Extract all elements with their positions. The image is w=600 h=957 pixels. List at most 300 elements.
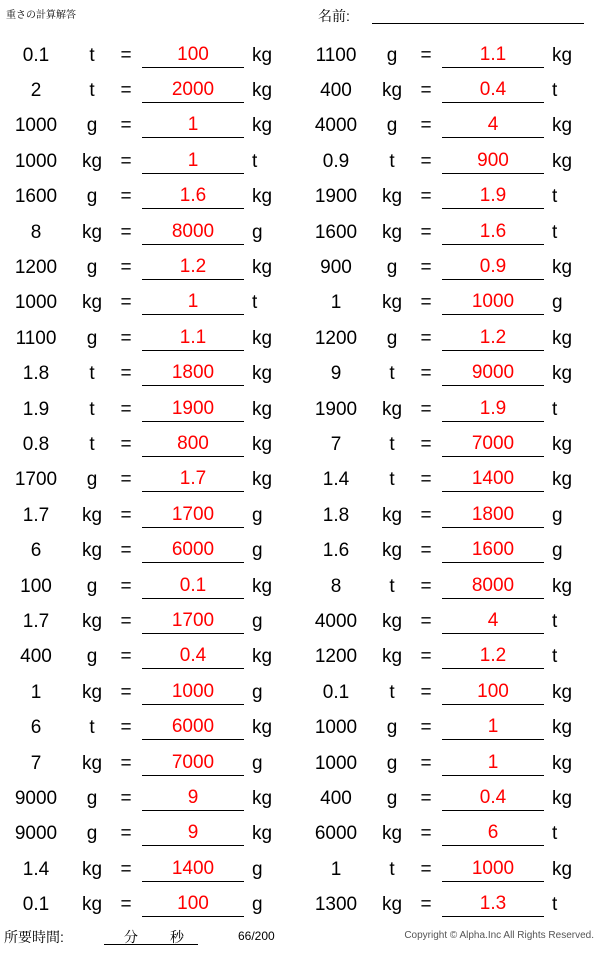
answer-field[interactable]: 1000 <box>442 858 544 882</box>
problem-row <box>300 180 600 215</box>
problem-value: 6 <box>30 717 42 739</box>
problem-value: 9000 <box>14 823 58 845</box>
answer-unit: g <box>252 540 263 562</box>
problem-row <box>300 498 600 533</box>
problem-value: 1.4 <box>322 469 350 491</box>
problem-value: 400 <box>20 646 52 668</box>
equals-sign: = <box>420 80 432 102</box>
problem-unit: g <box>386 115 398 137</box>
answer-field[interactable]: 0.4 <box>142 645 244 669</box>
problem-unit: g <box>86 787 98 809</box>
equals-sign: = <box>120 363 132 385</box>
answer-unit: kg <box>552 433 573 455</box>
problem-row <box>0 498 300 533</box>
name-write-line[interactable] <box>372 23 584 24</box>
problem-unit: kg <box>381 610 403 632</box>
equals-sign: = <box>120 257 132 279</box>
problem-value: 0.8 <box>22 433 50 455</box>
problem-value: 6 <box>30 540 42 562</box>
problem-row <box>300 569 600 604</box>
answer-unit: t <box>552 823 558 845</box>
answer-unit: kg <box>252 823 273 845</box>
equals-sign: = <box>420 681 432 703</box>
answer-field[interactable]: 100 <box>142 893 244 917</box>
answer-unit: g <box>552 504 563 526</box>
problem-unit: t <box>89 433 95 455</box>
problem-value: 4000 <box>314 610 358 632</box>
problem-unit: g <box>386 717 398 739</box>
equals-sign: = <box>420 221 432 243</box>
answer-field[interactable]: 6000 <box>142 716 244 740</box>
problem-unit: g <box>86 646 98 668</box>
equals-sign: = <box>120 717 132 739</box>
problem-row <box>300 427 600 462</box>
problem-row <box>0 604 300 639</box>
answer-unit: kg <box>552 681 573 703</box>
equals-sign: = <box>420 504 432 526</box>
answer-unit: g <box>552 540 563 562</box>
answer-unit: kg <box>552 257 573 279</box>
problem-unit: t <box>389 858 395 880</box>
problem-row <box>0 710 300 745</box>
problem-unit: t <box>389 681 395 703</box>
answer-field[interactable]: 0.9 <box>442 256 544 280</box>
problem-unit: t <box>89 44 95 66</box>
problem-unit: kg <box>81 858 103 880</box>
problem-value: 1600 <box>14 186 58 208</box>
problem-value: 1900 <box>314 186 358 208</box>
page-footer <box>0 917 600 957</box>
problem-row <box>300 640 600 675</box>
answer-field[interactable]: 1600 <box>442 539 544 563</box>
answer-unit: kg <box>552 787 573 809</box>
time-label: 所要時間: <box>4 929 64 945</box>
answer-unit: kg <box>552 44 573 66</box>
problem-row <box>300 250 600 285</box>
problem-unit: t <box>389 433 395 455</box>
problem-value: 1.7 <box>22 504 50 526</box>
problem-value: 1000 <box>314 717 358 739</box>
minutes-unit-label: 分 <box>124 929 138 945</box>
problem-row <box>0 852 300 887</box>
problem-value: 7 <box>30 752 42 774</box>
problem-column-right <box>300 38 600 923</box>
answer-field[interactable]: 7000 <box>142 752 244 776</box>
seconds-unit-label: 秒 <box>170 929 184 945</box>
problem-value: 1200 <box>314 646 358 668</box>
problem-unit: kg <box>81 610 103 632</box>
problem-value: 1600 <box>314 221 358 243</box>
answer-unit: kg <box>552 858 573 880</box>
equals-sign: = <box>120 398 132 420</box>
equals-sign: = <box>420 469 432 491</box>
answer-field[interactable]: 0.4 <box>442 787 544 811</box>
problem-value: 0.1 <box>322 681 350 703</box>
answer-unit: t <box>552 221 558 243</box>
problem-value: 1200 <box>314 327 358 349</box>
problem-row <box>300 144 600 179</box>
equals-sign: = <box>420 575 432 597</box>
answer-field[interactable]: 1700 <box>142 610 244 634</box>
answer-unit: g <box>252 894 263 916</box>
problem-value: 8 <box>30 221 42 243</box>
problem-unit: kg <box>81 221 103 243</box>
answer-field[interactable]: 1 <box>142 291 244 315</box>
problem-row <box>300 215 600 250</box>
equals-sign: = <box>120 681 132 703</box>
equals-sign: = <box>420 433 432 455</box>
problem-value: 100 <box>20 575 52 597</box>
problem-row <box>300 817 600 852</box>
equals-sign: = <box>120 44 132 66</box>
problem-row <box>300 109 600 144</box>
problem-row <box>0 533 300 568</box>
page-title: 重さの計算解答 <box>6 10 76 21</box>
answer-unit: t <box>252 292 258 314</box>
page-header <box>0 0 600 34</box>
equals-sign: = <box>120 150 132 172</box>
equals-sign: = <box>120 292 132 314</box>
answer-unit: kg <box>252 717 273 739</box>
problem-row <box>0 250 300 285</box>
answer-field[interactable]: 9000 <box>442 362 544 386</box>
answer-field[interactable]: 4 <box>442 114 544 138</box>
answer-field[interactable]: 1400 <box>442 468 544 492</box>
answer-unit: kg <box>252 363 273 385</box>
answer-unit: kg <box>552 150 573 172</box>
equals-sign: = <box>420 752 432 774</box>
answer-unit: g <box>552 292 563 314</box>
problem-row <box>0 569 300 604</box>
answer-field[interactable]: 1700 <box>142 504 244 528</box>
problem-unit: g <box>86 469 98 491</box>
equals-sign: = <box>120 646 132 668</box>
equals-sign: = <box>420 823 432 845</box>
problem-unit: g <box>86 823 98 845</box>
answer-unit: kg <box>252 186 273 208</box>
problem-row <box>0 215 300 250</box>
problem-value: 9000 <box>14 787 58 809</box>
equals-sign: = <box>420 398 432 420</box>
problem-value: 1.9 <box>22 398 50 420</box>
answer-field[interactable]: 1.6 <box>442 221 544 245</box>
problem-value: 1900 <box>314 398 358 420</box>
answer-field[interactable]: 0.1 <box>142 575 244 599</box>
name-label: 名前: <box>318 8 350 24</box>
answer-field[interactable]: 1000 <box>142 681 244 705</box>
problem-unit: kg <box>81 752 103 774</box>
problem-row <box>300 675 600 710</box>
problem-unit: kg <box>381 292 403 314</box>
equals-sign: = <box>420 115 432 137</box>
equals-sign: = <box>420 292 432 314</box>
equals-sign: = <box>420 257 432 279</box>
answer-field[interactable]: 1.6 <box>142 185 244 209</box>
answer-unit: kg <box>252 115 273 137</box>
problem-value: 400 <box>320 80 352 102</box>
problem-value: 1 <box>330 858 342 880</box>
answer-field[interactable]: 1.1 <box>442 44 544 68</box>
problem-row <box>300 392 600 427</box>
answer-unit: t <box>252 150 258 172</box>
problem-value: 0.9 <box>322 150 350 172</box>
problem-unit: kg <box>81 894 103 916</box>
problem-row <box>0 817 300 852</box>
problem-row <box>300 38 600 73</box>
answer-unit: g <box>252 752 263 774</box>
problem-unit: kg <box>381 80 403 102</box>
answer-field[interactable]: 7000 <box>442 433 544 457</box>
equals-sign: = <box>420 858 432 880</box>
answer-unit: kg <box>252 398 273 420</box>
problem-row <box>300 286 600 321</box>
problem-unit: kg <box>381 894 403 916</box>
problem-unit: g <box>86 186 98 208</box>
answer-field[interactable]: 1.9 <box>442 185 544 209</box>
problem-row <box>300 321 600 356</box>
answer-unit: t <box>552 894 558 916</box>
answer-unit: kg <box>552 363 573 385</box>
problem-value: 2 <box>30 80 42 102</box>
problem-row <box>0 463 300 498</box>
equals-sign: = <box>420 363 432 385</box>
answer-field[interactable]: 1 <box>442 752 544 776</box>
answer-field[interactable]: 1 <box>142 150 244 174</box>
problem-unit: t <box>89 398 95 420</box>
answer-field[interactable]: 1900 <box>142 398 244 422</box>
answer-unit: kg <box>552 469 573 491</box>
answer-unit: kg <box>252 44 273 66</box>
problem-value: 1700 <box>14 469 58 491</box>
answer-unit: g <box>252 681 263 703</box>
equals-sign: = <box>120 823 132 845</box>
problem-unit: kg <box>381 823 403 845</box>
answer-field[interactable]: 1 <box>442 716 544 740</box>
problem-unit: kg <box>81 540 103 562</box>
answer-unit: kg <box>552 327 573 349</box>
problem-row <box>0 781 300 816</box>
problem-value: 1.7 <box>22 610 50 632</box>
problem-unit: t <box>389 469 395 491</box>
answer-field[interactable]: 900 <box>442 150 544 174</box>
problem-value: 0.1 <box>22 44 50 66</box>
problem-row <box>0 321 300 356</box>
problem-row <box>300 746 600 781</box>
answer-field[interactable]: 1800 <box>142 362 244 386</box>
equals-sign: = <box>420 150 432 172</box>
problem-value: 1.8 <box>322 504 350 526</box>
answer-unit: t <box>552 610 558 632</box>
problem-row <box>300 604 600 639</box>
equals-sign: = <box>120 469 132 491</box>
problem-unit: kg <box>81 504 103 526</box>
answer-field[interactable]: 1000 <box>442 291 544 315</box>
problem-row <box>0 144 300 179</box>
answer-field[interactable]: 2000 <box>142 79 244 103</box>
answer-field[interactable]: 1.7 <box>142 468 244 492</box>
answer-field[interactable]: 100 <box>442 681 544 705</box>
problem-row <box>0 392 300 427</box>
equals-sign: = <box>420 646 432 668</box>
answer-unit: g <box>252 858 263 880</box>
problem-row <box>0 109 300 144</box>
problem-row <box>0 675 300 710</box>
answer-unit: t <box>552 186 558 208</box>
equals-sign: = <box>420 894 432 916</box>
problem-row <box>0 357 300 392</box>
problem-value: 1000 <box>14 115 58 137</box>
problem-unit: g <box>386 44 398 66</box>
page-number: 66/200 <box>238 929 275 943</box>
problem-value: 1100 <box>315 44 357 66</box>
answer-field[interactable]: 9 <box>142 787 244 811</box>
equals-sign: = <box>420 787 432 809</box>
equals-sign: = <box>420 327 432 349</box>
equals-sign: = <box>120 504 132 526</box>
problem-value: 1.6 <box>322 540 350 562</box>
problem-unit: g <box>386 257 398 279</box>
answer-unit: kg <box>252 327 273 349</box>
equals-sign: = <box>420 186 432 208</box>
answer-field[interactable]: 1.3 <box>442 893 544 917</box>
equals-sign: = <box>120 186 132 208</box>
answer-field[interactable]: 6000 <box>142 539 244 563</box>
answer-unit: kg <box>252 257 273 279</box>
problem-unit: t <box>389 363 395 385</box>
problem-unit: kg <box>381 504 403 526</box>
problem-unit: kg <box>381 221 403 243</box>
problem-row <box>0 427 300 462</box>
problem-unit: kg <box>81 150 103 172</box>
answer-field[interactable]: 6 <box>442 822 544 846</box>
problem-columns <box>0 38 600 923</box>
answer-unit: g <box>252 610 263 632</box>
equals-sign: = <box>120 575 132 597</box>
equals-sign: = <box>420 540 432 562</box>
answer-unit: t <box>552 646 558 668</box>
equals-sign: = <box>420 610 432 632</box>
problem-unit: kg <box>381 540 403 562</box>
problem-row <box>0 38 300 73</box>
answer-field[interactable]: 1.2 <box>442 327 544 351</box>
problem-value: 1 <box>30 681 42 703</box>
problem-value: 7 <box>330 433 342 455</box>
problem-unit: t <box>89 80 95 102</box>
answer-field[interactable]: 1800 <box>442 504 544 528</box>
problem-unit: t <box>89 717 95 739</box>
problem-unit: kg <box>381 186 403 208</box>
answer-field[interactable]: 1.2 <box>442 645 544 669</box>
equals-sign: = <box>120 80 132 102</box>
problem-value: 1000 <box>14 292 58 314</box>
answer-unit: t <box>552 398 558 420</box>
problem-value: 400 <box>320 787 352 809</box>
problem-column-left <box>0 38 300 923</box>
copyright-notice: Copyright © Alpha.Inc All Rights Reserved. <box>404 930 594 941</box>
answer-field[interactable]: 0.4 <box>442 79 544 103</box>
problem-unit: g <box>86 115 98 137</box>
answer-unit: kg <box>552 717 573 739</box>
problem-value: 1.4 <box>22 858 50 880</box>
problem-value: 1.8 <box>22 363 50 385</box>
answer-unit: kg <box>552 752 573 774</box>
equals-sign: = <box>120 894 132 916</box>
problem-row <box>0 73 300 108</box>
answer-field[interactable]: 1 <box>142 114 244 138</box>
answer-field[interactable]: 9 <box>142 822 244 846</box>
problem-row <box>0 746 300 781</box>
answer-unit: t <box>552 80 558 102</box>
problem-unit: g <box>86 257 98 279</box>
problem-unit: kg <box>81 681 103 703</box>
problem-row <box>300 852 600 887</box>
answer-field[interactable]: 1.9 <box>442 398 544 422</box>
problem-value: 1000 <box>14 150 58 172</box>
equals-sign: = <box>120 221 132 243</box>
answer-field[interactable]: 800 <box>142 433 244 457</box>
problem-unit: g <box>86 327 98 349</box>
problem-row <box>300 73 600 108</box>
equals-sign: = <box>420 44 432 66</box>
problem-unit: kg <box>81 292 103 314</box>
problem-value: 1000 <box>314 752 358 774</box>
answer-unit: kg <box>252 646 273 668</box>
problem-unit: g <box>86 575 98 597</box>
answer-unit: kg <box>552 575 573 597</box>
equals-sign: = <box>120 752 132 774</box>
answer-field[interactable]: 1400 <box>142 858 244 882</box>
answer-unit: kg <box>252 469 273 491</box>
problem-unit: t <box>389 575 395 597</box>
equals-sign: = <box>120 540 132 562</box>
problem-unit: kg <box>381 646 403 668</box>
answer-unit: kg <box>252 575 273 597</box>
problem-row <box>300 357 600 392</box>
answer-field[interactable]: 1.1 <box>142 327 244 351</box>
problem-value: 0.1 <box>22 894 50 916</box>
problem-value: 1 <box>330 292 342 314</box>
equals-sign: = <box>120 115 132 137</box>
problem-value: 1200 <box>14 257 58 279</box>
equals-sign: = <box>120 327 132 349</box>
problem-row <box>300 463 600 498</box>
problem-value: 1100 <box>15 327 57 349</box>
problem-unit: g <box>386 787 398 809</box>
equals-sign: = <box>120 858 132 880</box>
problem-unit: t <box>389 150 395 172</box>
problem-row <box>300 710 600 745</box>
problem-row <box>0 640 300 675</box>
answer-unit: g <box>252 221 263 243</box>
problem-row <box>300 533 600 568</box>
problem-unit: g <box>386 752 398 774</box>
problem-value: 9 <box>330 363 342 385</box>
problem-value: 6000 <box>314 823 358 845</box>
answer-unit: kg <box>252 80 273 102</box>
problem-value: 900 <box>320 257 352 279</box>
problem-unit: g <box>386 327 398 349</box>
answer-field[interactable]: 4 <box>442 610 544 634</box>
problem-row <box>300 781 600 816</box>
problem-row <box>0 180 300 215</box>
answer-field[interactable]: 1.2 <box>142 256 244 280</box>
answer-field[interactable]: 100 <box>142 44 244 68</box>
problem-value: 1300 <box>314 894 358 916</box>
answer-field[interactable]: 8000 <box>442 575 544 599</box>
answer-field[interactable]: 8000 <box>142 221 244 245</box>
answer-unit: kg <box>252 433 273 455</box>
equals-sign: = <box>120 787 132 809</box>
